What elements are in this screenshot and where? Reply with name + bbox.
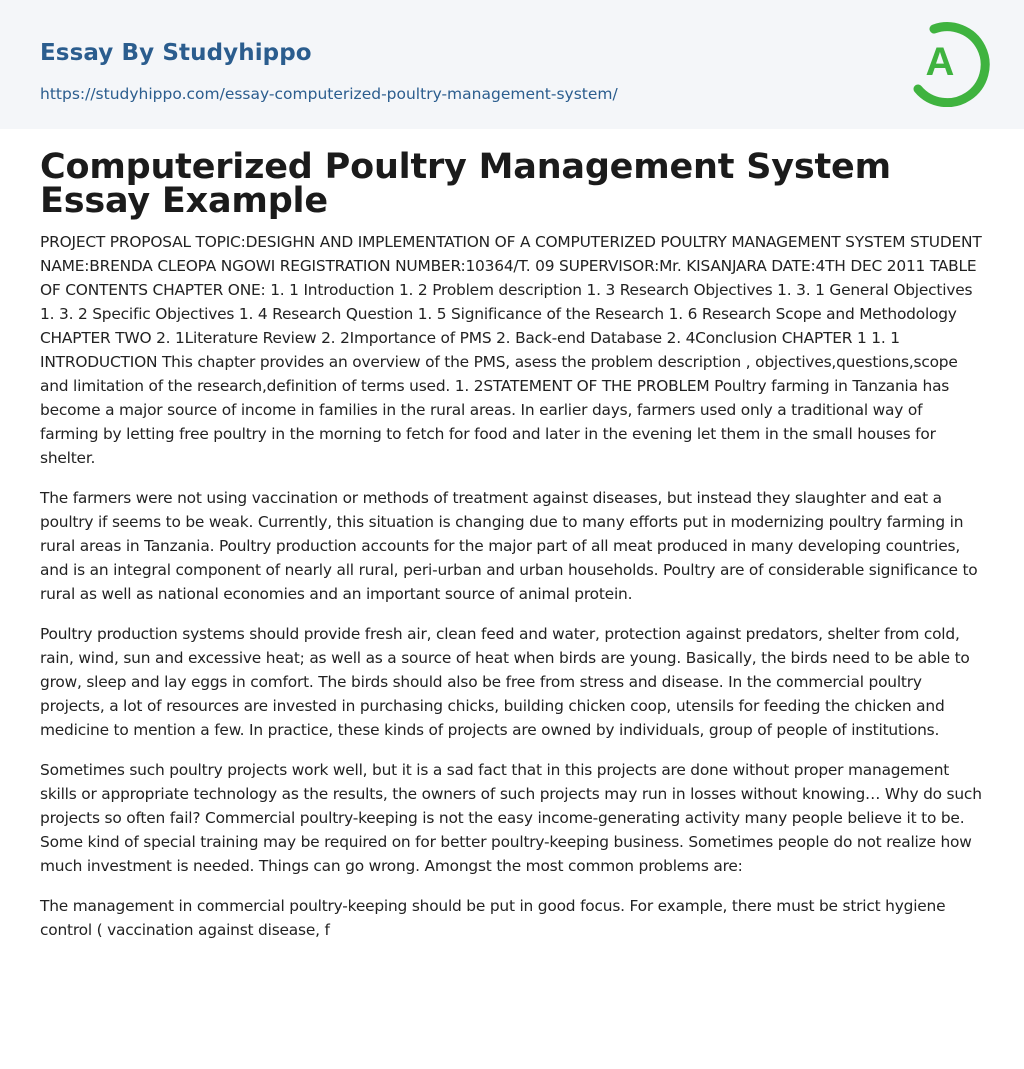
logo-letter: A	[925, 40, 955, 84]
article-paragraph-5: The management in commercial poultry-keeping should be put in good focus. For example, there must be strict hygiene control ( vaccination against disease, f	[40, 897, 946, 939]
source-url-link[interactable]: https://studyhippo.com/essay-computerized-poultry-management-system/	[40, 85, 618, 103]
article	[40, 147, 985, 942]
article-paragraph-1: PROJECT PROPOSAL TOPIC:DESIGHN AND IMPLEMENTATION OF A COMPUTERIZED POULTRY MANAGEMENT SYSTEM STUDENT NAME:BRENDA CLEOPA NGOWI REGISTRATION NUMBER:10364/T. 09 SUPERVISOR:Mr. KISANJARA DATE:4TH DEC 2011 TABLE OF CONTENTS CHAPTER ONE: 1. 1 Introduction 1. 2 Problem description 1. 3 Research Objectives 1. 3. 1 General Objectives 1. 3. 2 Specific Objectives 1. 4 Research Question 1. 5 Significance of the Research 1. 6 Research Scope and Methodology CHAPTER TWO 2. 1Literature Review 2. 2Importance of PMS 2. Back-end Database 2. 4Conclusion CHAPTER 1 1. 1 INTRODUCTION This chapter provides an overview of the PMS, asess the problem description , objectives,questions,scope and limitation of the research,definition of terms used. 1. 2STATEMENT OF THE PROBLEM Poultry farming in Tanzania has become a major source of income in families in the rural areas. In earlier days, farmers used only a traditional way of farming by letting free poultry in the morning to fetch for food and later in the evening let them in the small houses for shelter.	[40, 233, 982, 467]
page-title: Computerized Poultry Management System Essay Example	[40, 147, 891, 221]
article-paragraph-3: Poultry production systems should provide fresh air, clean feed and water, protection against predators, shelter from cold, rain, wind, sun and excessive heat; as well as a source of heat when birds are young. Basically, the birds need to be able to grow, sleep and lay eggs in comfort. The birds should also be free from stress and disease. In the commercial poultry projects, a lot of resources are invested in purchasing chicks, building chicken coop, utensils for feeding the chicken and medicine to mention a few. In practice, these kinds of projects are owned by individuals, group of people of institutions.	[40, 625, 970, 739]
article-paragraph-4: Sometimes such poultry projects work well, but it is a sad fact that in this projects are done without proper management skills or appropriate technology as the results, the owners of such projects may run in losses without knowing… Why do such projects so often fail? Commercial poultry-keeping is not the easy income-generating activity many people believe it to be. Some kind of special training may be required on for better poultry-keeping business. Sometimes people do not realize how much investment is needed. Things can go wrong. Amongst the most common problems are:	[40, 761, 982, 875]
article-paragraph-2: The farmers were not using vaccination or methods of treatment against diseases, but instead they slaughter and eat a poultry if seems to be weak. Currently, this situation is changing due to many efforts put in modernizing poultry farming in rural areas in Tanzania. Poultry production accounts for the major part of all meat produced in many developing countries, and is an integral component of nearly all rural, peri-urban and urban households. Poultry are of considerable significance to rural as well as national economies and an important source of animal protein.	[40, 489, 978, 603]
studyhippo-logo-icon[interactable]	[904, 17, 992, 107]
site-header	[0, 0, 1024, 129]
brand-title[interactable]: Essay By Studyhippo	[40, 40, 312, 66]
